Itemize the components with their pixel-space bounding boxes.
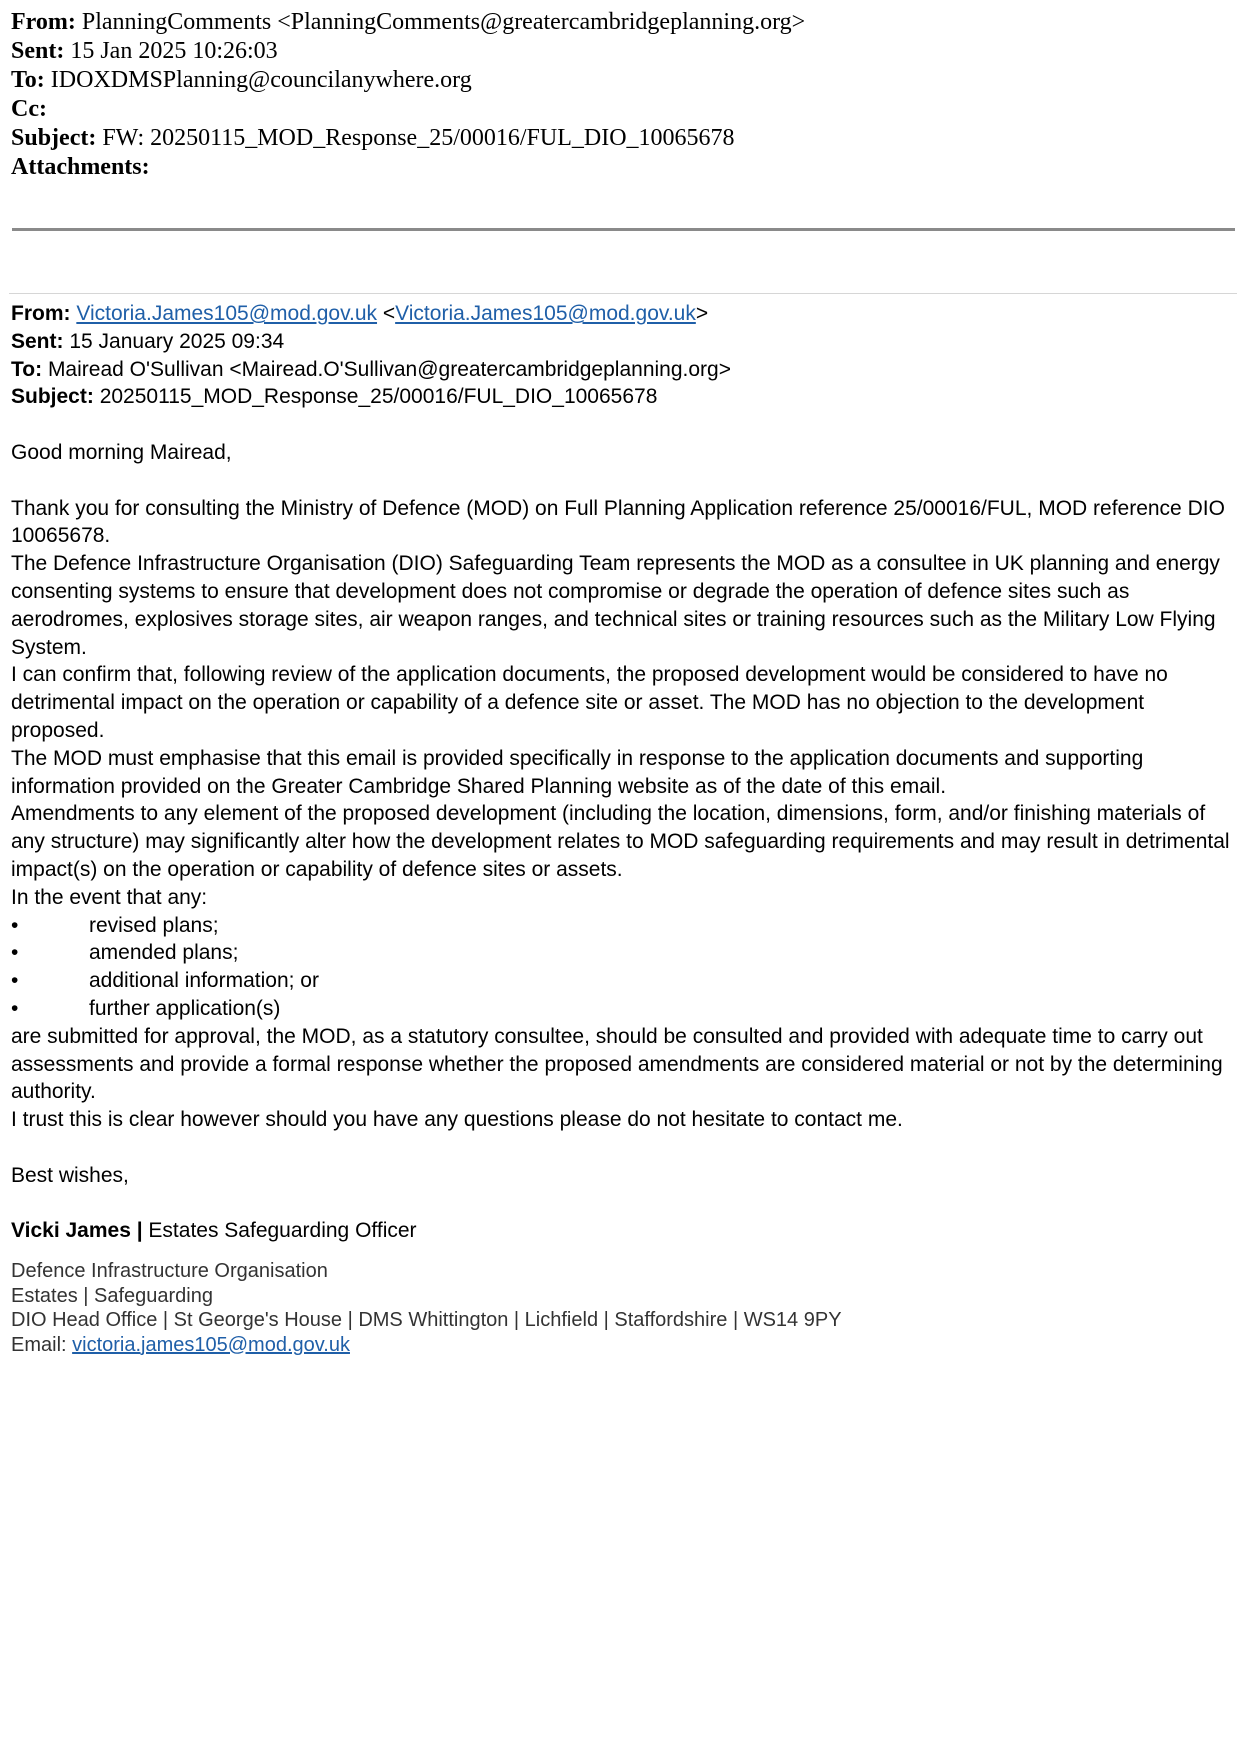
body-paragraph: Amendments to any element of the proposed development (including the location, dimensions, form, and/or finishing materials of any structure) may significantly alter how the development relates to MOD safeguarding requirements and may result in detrimental impact(s) on the operation or capability of defence sites or assets. <box>11 802 1230 881</box>
sign-off: Best wishes, <box>11 1163 129 1187</box>
outer-cc-row <box>11 95 1221 124</box>
closing-line: I trust this is clear however should you have any questions please do not hesitate to contact me. <box>11 1108 903 1132</box>
signature-name-line <box>11 1217 1236 1245</box>
from-email-link-2[interactable]: Victoria.James105@mod.gov.uk <box>395 302 696 325</box>
outer-subject-label: Subject: <box>11 125 97 151</box>
bullet-text: additional information; or <box>89 969 319 993</box>
body-paragraph: I can confirm that, following review of the application documents, the proposed development would be considered to have no detrimental impact on the operation or capability of a defence site or asset. The MOD has no objection to the development proposed. <box>11 663 1168 742</box>
outer-attachments-label: Attachments: <box>11 154 150 180</box>
body-paragraph: The Defence Infrastructure Organisation (DIO) Safeguarding Team represents the MOD as a consultee in UK planning and energy consenting systems to ensure that development does not compromise or degrade the operation of defence sites such as aerodromes, explosives storage sites, air weapon ranges, and technical sites or training resources such as the Military Low Flying System. <box>11 552 1220 659</box>
bullet-item <box>11 939 1236 967</box>
bullet-dot: • <box>11 969 19 993</box>
spacer <box>11 1134 1236 1162</box>
email-subject-row <box>11 383 1236 411</box>
bullet-dot: • <box>11 941 19 965</box>
email-subject-label: Subject: <box>11 385 94 409</box>
header-divider <box>12 228 1235 231</box>
signature-email-link[interactable]: victoria.james105@mod.gov.uk <box>72 1333 350 1356</box>
outer-to-row <box>11 66 1221 95</box>
body-paragraph: In the event that any: <box>11 885 208 909</box>
email-to-value: Mairead O'Sullivan <Mairead.O'Sullivan@greatercambridgeplanning.org> <box>47 357 731 381</box>
signature-email-row <box>11 1333 1236 1358</box>
bullet-item <box>11 912 1236 940</box>
outer-from-row <box>11 8 1221 37</box>
spacer <box>11 411 1236 439</box>
bullet-text: amended plans; <box>89 941 239 965</box>
signature-address: DIO Head Office | St George's House | DMS Whittington | Lichfield | Staffordshire | WS14 9PY <box>11 1309 842 1332</box>
outer-sent-row <box>11 37 1221 66</box>
body-paragraph: The MOD must emphasise that this email is provided specifically in response to the application documents and supporting information provided on the Greater Cambridge Shared Planning website as of the date of this email. <box>11 746 1144 798</box>
from-lt: < <box>377 302 396 325</box>
signature-name: Vicki James | <box>11 1219 143 1243</box>
forwarded-divider <box>9 293 1237 294</box>
outer-email-header <box>11 8 1221 182</box>
spacer <box>11 467 1236 495</box>
email-signature <box>11 1217 1236 1357</box>
bullet-text: further application(s) <box>89 996 281 1020</box>
bullet-item <box>11 967 1236 995</box>
bullet-item <box>11 995 1236 1023</box>
from-gt: > <box>695 302 709 325</box>
email-sent-row <box>11 328 1236 356</box>
outer-to-label: To: <box>11 67 45 93</box>
signature-org: Defence Infrastructure Organisation <box>11 1260 328 1283</box>
bullet-dot: • <box>11 913 19 937</box>
signature-title: Estates Safeguarding Officer <box>142 1219 417 1243</box>
email-to-label: To: <box>11 357 43 381</box>
outer-subject-value: FW: 20250115_MOD_Response_25/00016/FUL_DIO_10065678 <box>102 125 735 151</box>
spacer <box>11 1190 1236 1218</box>
outer-subject-row <box>11 124 1221 153</box>
signature-email-label: Email: <box>11 1333 73 1356</box>
bullet-text: revised plans; <box>89 913 219 937</box>
signature-dept: Estates | Safeguarding <box>11 1284 213 1307</box>
email-from-label: From: <box>11 302 71 325</box>
email-sent-label: Sent: <box>11 329 64 353</box>
body-paragraph: are submitted for approval, the MOD, as a statutory consultee, should be consulted and provided with adequate time to carry out assessments and provide a formal response whether the proposed amendments are considered material or not by the determining authority. <box>11 1024 1223 1104</box>
body-paragraph: Thank you for consulting the Ministry of Defence (MOD) on Full Planning Application reference 25/00016/FUL, MOD reference DIO 10065678. <box>11 496 1225 548</box>
email-subject-value: 20250115_MOD_Response_25/00016/FUL_DIO_10065678 <box>99 385 658 409</box>
email-sent-value: 15 January 2025 09:34 <box>69 329 285 353</box>
outer-sent-value: 15 Jan 2025 10:26:03 <box>70 38 278 64</box>
forwarded-email <box>11 300 1236 1357</box>
outer-from-value: PlanningComments <PlanningComments@greatercambridgeplanning.org> <box>81 9 806 35</box>
outer-cc-label: Cc: <box>11 96 47 122</box>
from-email-link[interactable]: Victoria.James105@mod.gov.uk <box>76 302 378 325</box>
outer-from-label: From: <box>11 9 76 35</box>
greeting: Good morning Mairead, <box>11 440 232 464</box>
signature-org-block <box>11 1259 1236 1357</box>
email-from-row <box>11 300 1236 328</box>
bullet-dot: • <box>11 996 19 1020</box>
outer-sent-label: Sent: <box>11 38 65 64</box>
outer-attachments-row <box>11 153 1221 182</box>
email-to-row <box>11 356 1236 384</box>
outer-to-value: IDOXDMSPlanning@councilanywhere.org <box>50 67 472 93</box>
